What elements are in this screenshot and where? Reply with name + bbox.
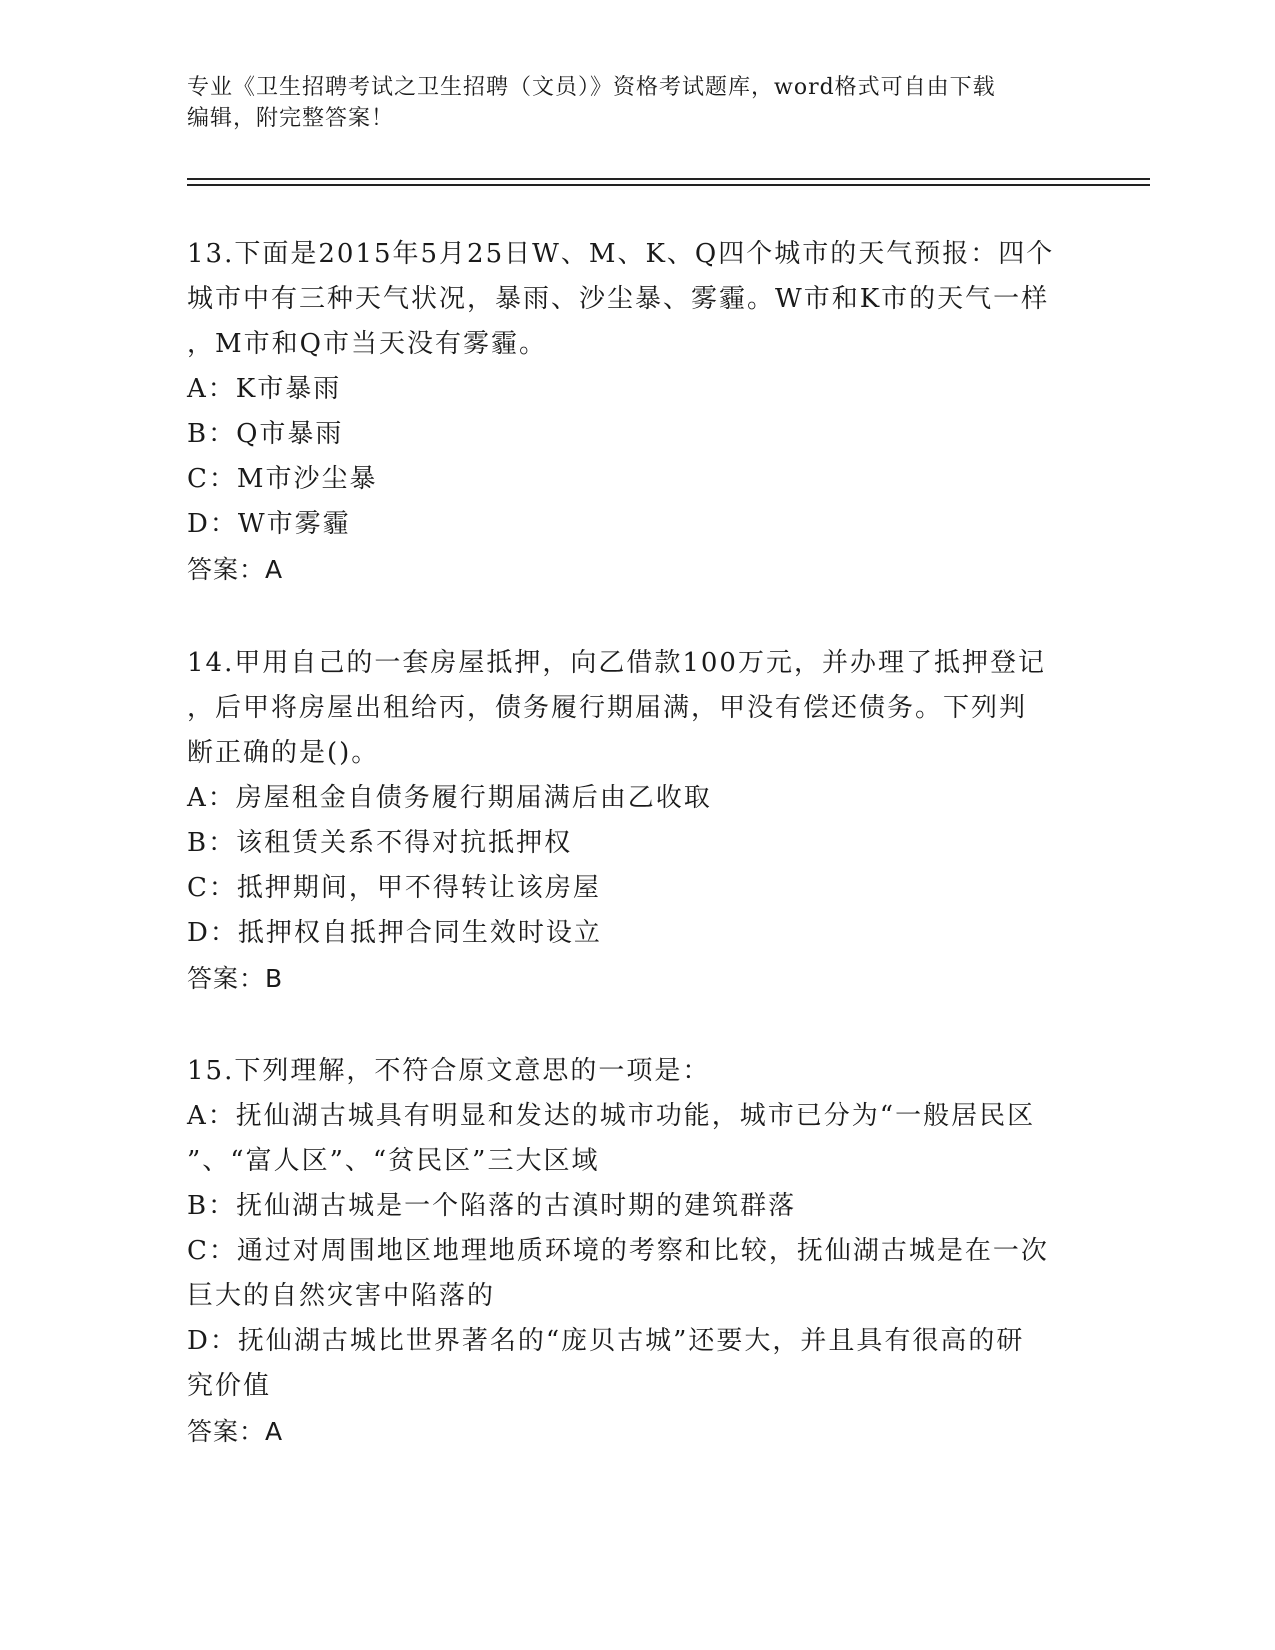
option-c: C：抵押期间，甲不得转让该房屋 [187, 873, 601, 903]
header-divider-bottom [187, 184, 1150, 186]
option-a: A：K市暴雨 [187, 374, 342, 404]
answer-line: 答案：B [187, 964, 284, 993]
question-15 [187, 1049, 1087, 1454]
option-d: D：W市雾霾 [187, 509, 351, 539]
header-line-1: 专业《卫生招聘考试之卫生招聘（文员）》资格考试题库，word格式可自由下载 [187, 75, 996, 100]
option-c-continued: 巨大的自然灾害中陷落的 [187, 1281, 496, 1311]
option-d-continued: 究价值 [187, 1371, 272, 1401]
question-14 [187, 641, 1087, 1001]
header-divider-top [187, 178, 1150, 180]
answer-line: 答案：A [187, 1417, 284, 1446]
answer-line: 答案：A [187, 555, 284, 584]
question-stem-line: 15.下列理解，不符合原文意思的一项是： [187, 1056, 711, 1086]
question-stem-line: 13.下面是2015年5月25日W、M、K、Q四个城市的天气预报：四个 [187, 239, 1055, 269]
option-c: C：M市沙尘暴 [187, 464, 378, 494]
option-b: B：该租赁关系不得对抗抵押权 [187, 828, 573, 858]
option-b: B：Q市暴雨 [187, 419, 344, 449]
option-d: D：抚仙湖古城比世界著名的“庞贝古城”还要大，并且具有很高的研 [187, 1326, 1025, 1356]
question-stem-line: ，后甲将房屋出租给丙，债务履行期届满，甲没有偿还债务。下列判 [187, 693, 1028, 723]
question-stem-line: 14.甲用自己的一套房屋抵押，向乙借款100万元，并办理了抵押登记 [187, 648, 1046, 678]
option-a: A：抚仙湖古城具有明显和发达的城市功能，城市已分为“一般居民区 [187, 1101, 1036, 1131]
question-stem-line: ，M市和Q市当天没有雾霾。 [187, 329, 547, 359]
option-d: D：抵押权自抵押合同生效时设立 [187, 918, 602, 948]
document-header [187, 72, 1067, 134]
question-stem-line: 城市中有三种天气状况，暴雨、沙尘暴、雾霾。W市和K市的天气一样 [187, 284, 1050, 314]
option-a: A：房屋租金自债务履行期届满后由乙收取 [187, 783, 712, 813]
question-stem-line: 断正确的是()。 [187, 738, 380, 768]
header-line-2: 编辑，附完整答案！ [187, 106, 395, 131]
option-a-continued: ”、“富人区”、“贫民区”三大区域 [187, 1146, 600, 1176]
question-13 [187, 232, 1087, 592]
option-c: C：通过对周围地区地理地质环境的考察和比较，抚仙湖古城是在一次 [187, 1236, 1049, 1266]
option-b: B：抚仙湖古城是一个陷落的古滇时期的建筑群落 [187, 1191, 797, 1221]
